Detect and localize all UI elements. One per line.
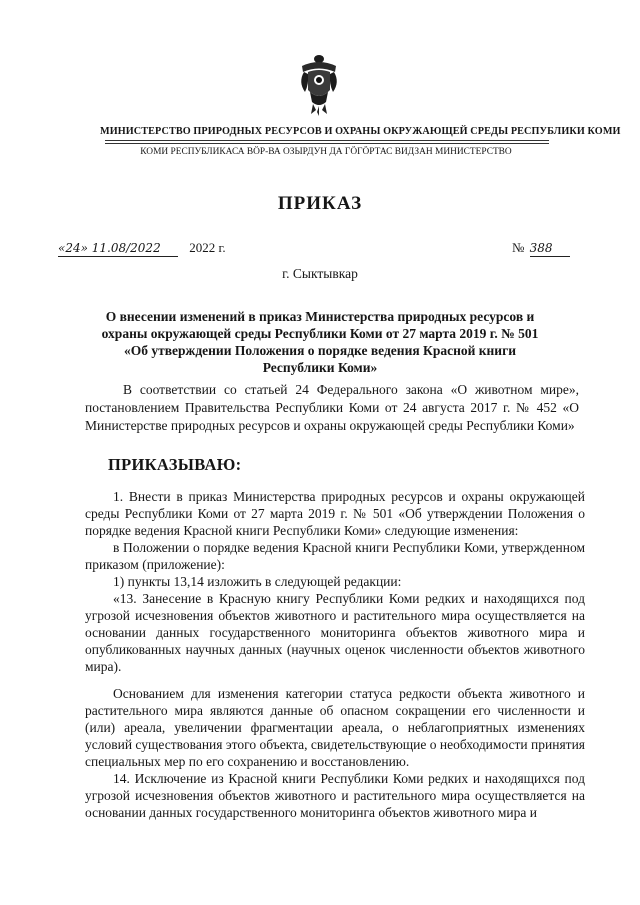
- order-subject: О внесении изменений в приказ Министерства природных ресурсов и охраны окружающей среды Республики Коми от 27 марта 2019 г. № 501 «Об утверждении Положения о порядке ведения Красной книги Республики Коми»: [101, 309, 539, 375]
- handwritten-date: [58, 240, 178, 257]
- order-directive: ПРИКАЗЫВАЮ:: [108, 455, 242, 474]
- coat-of-arms-emblem-icon: [298, 52, 340, 118]
- ministry-name-russian: МИНИСТЕРСТВО ПРИРОДНЫХ РЕСУРСОВ И ОХРАНЫ ОКРУЖАЮЩЕЙ СРЕДЫ РЕСПУБЛИКИ КОМИ: [100, 126, 621, 137]
- body-paragraph: 1. Внести в приказ Министерства природных ресурсов и охраны окружающей среды Республики Коми от 27 марта 2019 г. № 501 «Об утверждении Положения о порядке ведения Красной книги Республики Коми» следующие изменения:: [85, 489, 585, 538]
- order-date: [58, 240, 226, 257]
- body-paragraph: в Положении о порядке ведения Красной книги Республики Коми, утвержденном приказом (приложение):: [85, 540, 585, 572]
- document-title: ПРИКАЗ: [277, 193, 363, 214]
- handwritten-number: [530, 240, 570, 257]
- header-divider-bottom: [105, 143, 549, 144]
- order-year: 2022 г.: [189, 240, 226, 255]
- city: г. Сыктывкар: [282, 266, 358, 281]
- number-sign: №: [512, 240, 525, 255]
- order-body: [85, 488, 585, 821]
- preamble-paragraph: В соответствии со статьей 24 Федерального закона «О животном мире», постановлением Правительства Республики Коми от 24 августа 2017 г. № 452 «О Министерстве природных ресурсов и охраны окружающей среды Республики Коми»: [85, 382, 579, 433]
- order-number: [512, 240, 570, 257]
- handwritten-date-text: «24» 11.08/2022: [58, 241, 161, 255]
- handwritten-number-text: 388: [529, 241, 553, 255]
- body-paragraph: «13. Занесение в Красную книгу Республики Коми редких и находящихся под угрозой исчезновения объектов животного и растительного мира осуществляется на основании данных государственного мониторинга объектов животного мира и опубликованных научных данных (научных оценок численности объектов животного мира).: [85, 591, 585, 674]
- ministry-name-komi: КОМИ РЕСПУБЛИКАСА ВӦР-ВА ОЗЫРДУН ДА ГӦГӦРТАС ВИДЗАН МИНИСТЕРСТВО: [140, 147, 512, 157]
- header-divider: [105, 140, 549, 141]
- body-paragraph: Основанием для изменения категории статуса редкости объекта животного и растительного мира являются данные об опасном сокращении его численности и (или) ареала, увеличении фрагментации ареала, о неблагоприятных изменениях условий существования этого объекта, свидетельствующие о необходимости принятия специальных мер по его сохранению и восстановлению.: [85, 686, 585, 769]
- body-paragraph: 14. Исключение из Красной книги Республики Коми редких и находящихся под угрозой исчезновения объектов животного и растительного мира осуществляется на основании данных государственного мониторинга объектов животного мира и: [85, 771, 585, 820]
- body-paragraph: 1) пункты 13,14 изложить в следующей редакции:: [113, 574, 402, 589]
